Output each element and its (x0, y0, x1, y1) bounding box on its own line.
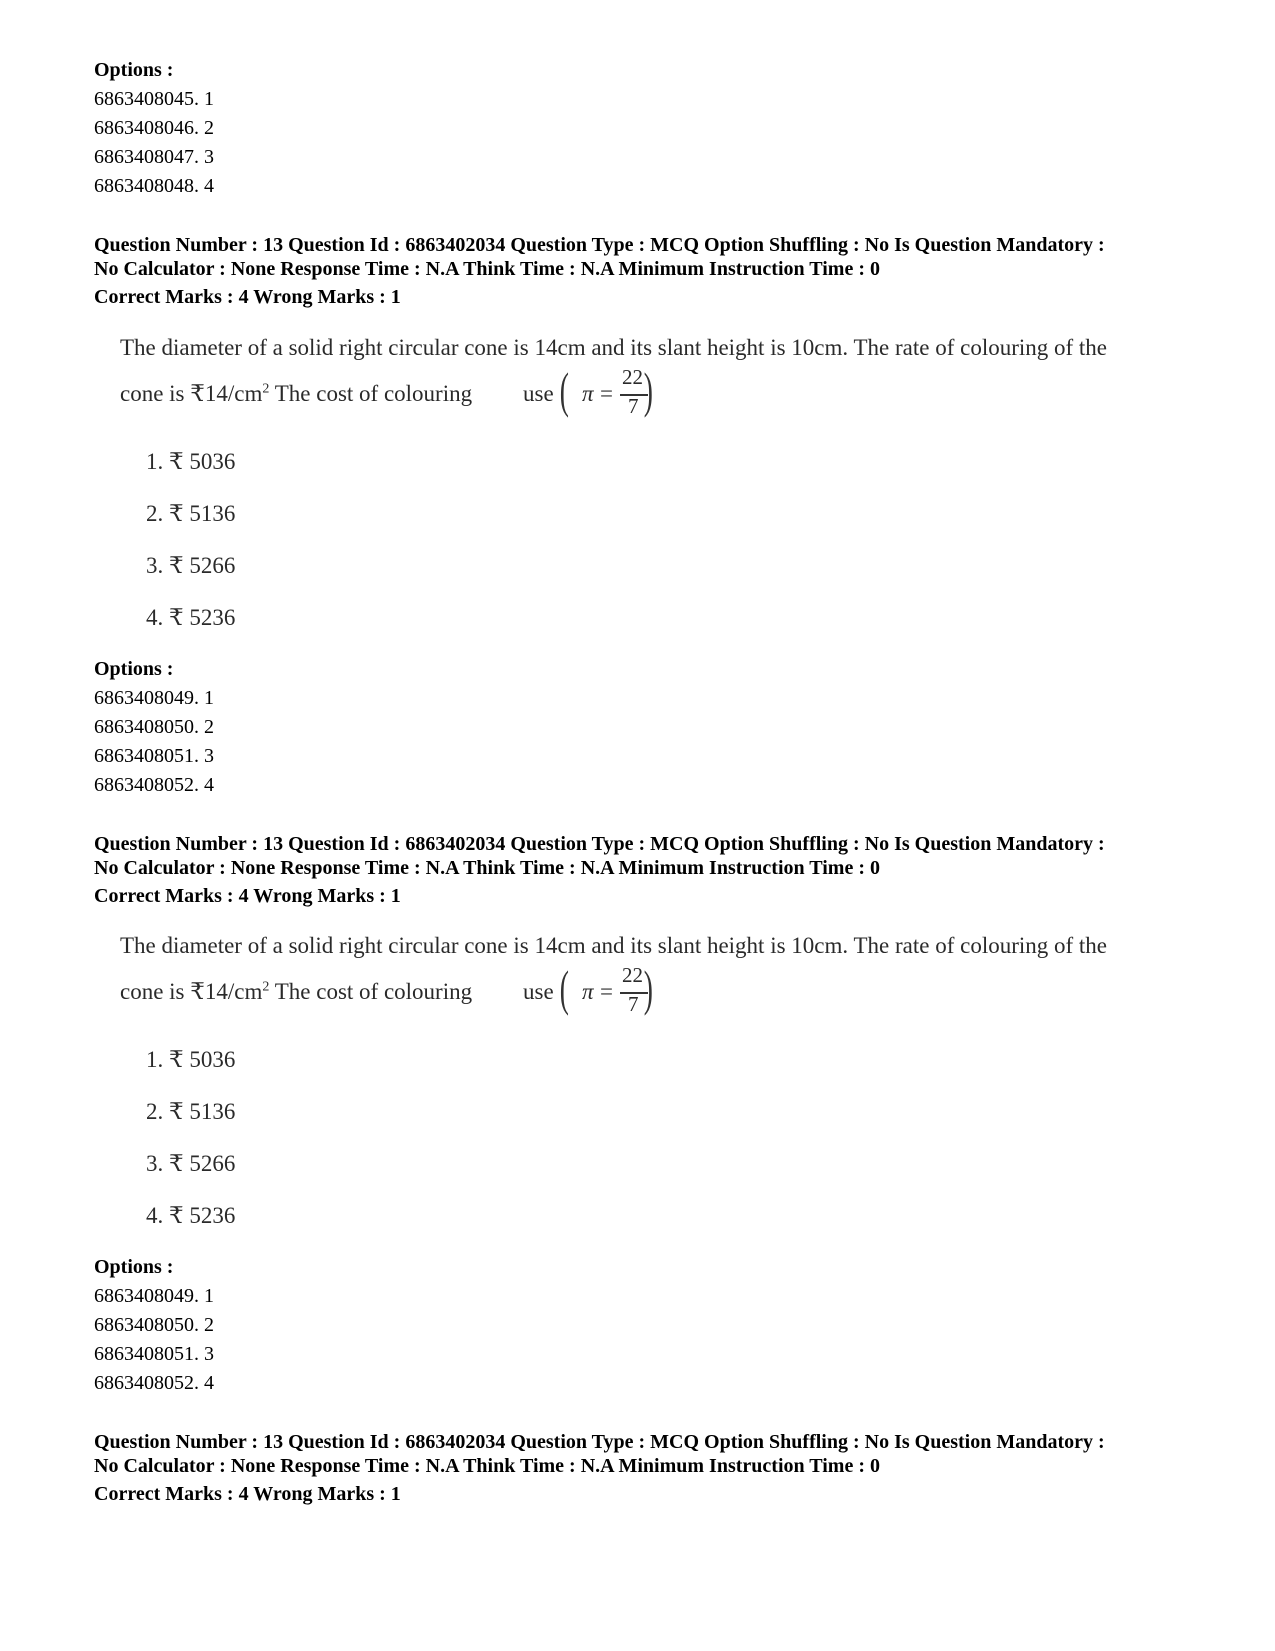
answer-choice: 1. ₹ 5036 (146, 1047, 236, 1072)
option-id: 6863408047. 3 (94, 146, 214, 168)
option-id: 6863408050. 2 (94, 716, 214, 738)
options-heading: Options : (94, 1256, 174, 1278)
use-label: use (523, 381, 554, 406)
answer-choice: 3. ₹ 5266 (146, 1151, 236, 1176)
marks-line: Correct Marks : 4 Wrong Marks : 1 (94, 885, 401, 907)
answer-choice: 4. ₹ 5236 (146, 605, 236, 630)
question-meta-1 (94, 233, 1204, 309)
option-id: 6863408050. 2 (94, 1314, 214, 1336)
answer-choice: 2. ₹ 5136 (146, 1099, 236, 1124)
option-id: 6863408049. 1 (94, 1285, 214, 1307)
options-block-1 (94, 655, 1204, 800)
option-id: 6863408048. 4 (94, 175, 214, 197)
marks-line: Correct Marks : 4 Wrong Marks : 1 (94, 1483, 401, 1505)
question-meta-line: No Calculator : None Response Time : N.A Think Time : N.A Minimum Instruction Time : 0 (94, 857, 880, 879)
pi-formula: ( π = 22 7 ) (559, 960, 653, 1016)
answer-choice: 1. ₹ 5036 (146, 449, 236, 474)
question-text-line: The diameter of a solid right circular cone is 14cm and its slant height is 10cm. The rate of colouring of the (120, 933, 1108, 958)
question-meta-2 (94, 832, 1204, 908)
answer-choice: 3. ₹ 5266 (146, 553, 236, 578)
question-text-cost: cone is $₹14/cm^2$ The cost of colouring (120, 979, 473, 1004)
options-heading: Options : (94, 658, 174, 680)
option-id: 6863408052. 4 (94, 774, 214, 796)
options-block-top (94, 56, 1204, 201)
question-meta-line: No Calculator : None Response Time : N.A Think Time : N.A Minimum Instruction Time : 0 (94, 258, 880, 280)
question-body-2 (120, 931, 1200, 1023)
question-text-cost: cone is $₹14/cm^2$ The cost of colouring (120, 381, 473, 406)
option-id: 6863408052. 4 (94, 1372, 214, 1394)
pi-formula: ( π = 22 7 ) (559, 362, 653, 418)
answer-choice: 2. ₹ 5136 (146, 501, 236, 526)
option-id: 6863408045. 1 (94, 88, 214, 110)
answer-choice: 4. ₹ 5236 (146, 1203, 236, 1228)
question-meta-line: Question Number : 13 Question Id : 6863402034 Question Type : MCQ Option Shuffling : No Is Question Mandatory : (94, 1431, 1105, 1453)
option-id: 6863408051. 3 (94, 745, 214, 767)
marks-line: Correct Marks : 4 Wrong Marks : 1 (94, 286, 401, 308)
use-label: use (523, 979, 554, 1004)
question-meta-line: Question Number : 13 Question Id : 6863402034 Question Type : MCQ Option Shuffling : No Is Question Mandatory : (94, 234, 1105, 256)
question-body-1 (120, 333, 1200, 425)
option-id: 6863408049. 1 (94, 687, 214, 709)
options-block-2 (94, 1253, 1204, 1398)
question-meta-line: No Calculator : None Response Time : N.A Think Time : N.A Minimum Instruction Time : 0 (94, 1455, 880, 1477)
question-text-line-2 (120, 961, 1200, 1023)
option-id: 6863408051. 3 (94, 1343, 214, 1365)
question-text-line: The diameter of a solid right circular cone is 14cm and its slant height is 10cm. The rate of colouring of the (120, 335, 1108, 360)
question-text-line-2 (120, 363, 1200, 425)
option-id: 6863408046. 2 (94, 117, 214, 139)
question-meta-line: Question Number : 13 Question Id : 6863402034 Question Type : MCQ Option Shuffling : No Is Question Mandatory : (94, 833, 1105, 855)
question-meta-3 (94, 1430, 1204, 1506)
options-heading: Options : (94, 59, 174, 81)
